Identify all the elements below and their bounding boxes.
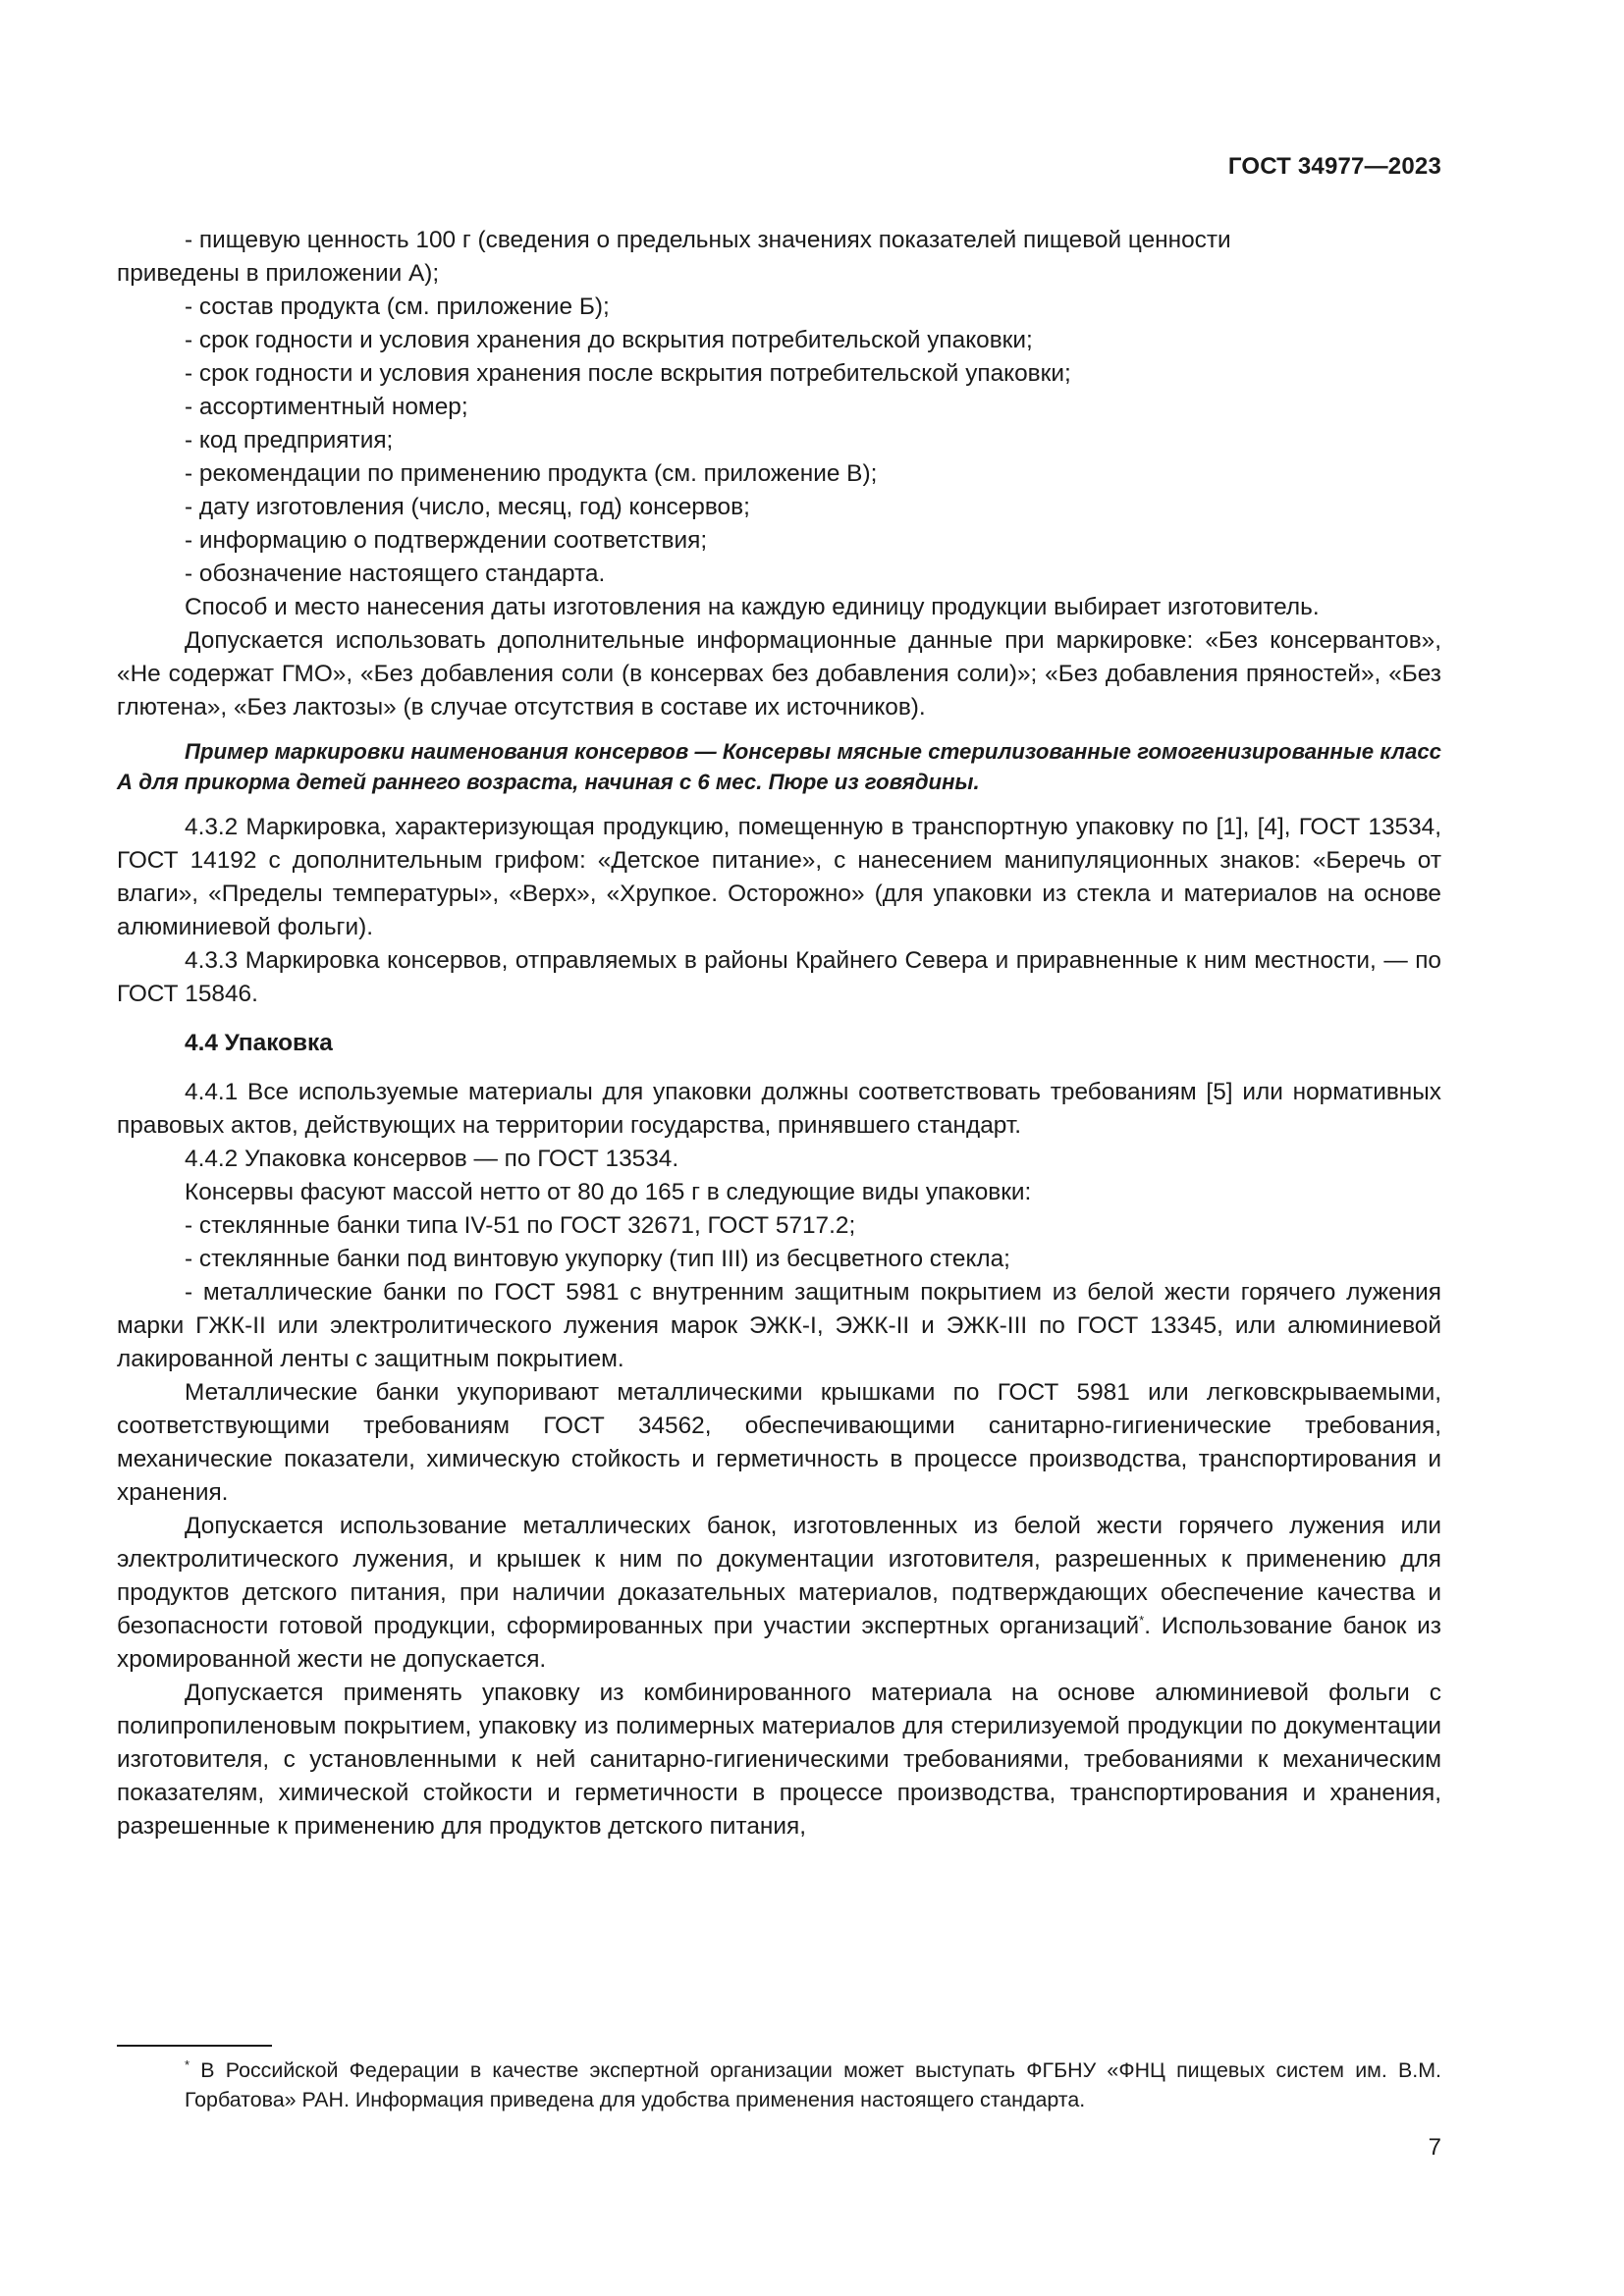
list-item: - информацию о подтверждении соответствия; — [185, 527, 708, 554]
allowed-metal-text-end: . Использование банок из хромированной жести не допускается. — [117, 1613, 1441, 1673]
paragraph-combined-packaging: Допускается применять упаковку из комбинированного материала на основе алюминиевой фольги с полипропиленовым покрытием, упаковку из полимерных материалов для стерилизуемой продукции по документации изготовителя, с установленными к ней санитарно-гигиеническими требованиями, требованиями к механическим показателям, химической стойкости и герметичности в процессе производства, транспортирования и хранения, разрешенные к применению для продуктов детского питания, — [117, 1680, 1441, 1840]
footnote-text-wrap — [117, 2056, 1441, 2114]
list-item: - срок годности и условия хранения после вскрытия потребительской упаковки; — [185, 360, 1071, 387]
standard-designation: ГОСТ 34977—2023 — [1227, 153, 1441, 180]
section-heading-4-4: 4.4 Упаковка — [185, 1030, 333, 1056]
list-item: - рекомендации по применению продукта (см. приложение В); — [185, 460, 878, 487]
paragraph-4-4-2: 4.4.2 Упаковка консервов — по ГОСТ 13534. — [185, 1146, 679, 1172]
list-item: - состав продукта (см. приложение Б); — [185, 294, 610, 320]
list-item: - ассортиментный номер; — [185, 394, 468, 420]
pack-item-glass-screw: - стеклянные банки под винтовую укупорку (тип III) из бесцветного стекла; — [185, 1246, 1010, 1272]
paragraph-4-3-2: 4.3.2 Маркировка, характеризующая продукцию, помещенную в транспортную упаковку по [1], [4], ГОСТ 13534, ГОСТ 14192 с дополнительным грифом: «Детское питание», с нанесением манипуляционных знаков: «Беречь от влаги», «Пределы температуры», «Верх», «Хрупкое. Осторожно» (для упаковки из стекла и материалов на основе алюминиевой фольги). — [117, 814, 1441, 940]
list-item: - срок годности и условия хранения до вскрытия потребительской упаковки; — [185, 327, 1033, 353]
paragraph-metal-lids: Металлические банки укупоривают металлическими крышками по ГОСТ 5981 или легковскрываемыми, соответствующими требованиям ГОСТ 34562, обеспечивающими санитарно-гигиенические требования, механические показатели, химическую стойкость и герметичность в процессе производства, транспортирования и хранения. — [117, 1379, 1441, 1506]
list-item-nutrition-cont: приведены в приложении А); — [117, 260, 440, 287]
footnote-divider — [117, 2045, 272, 2047]
paragraph-net-mass: Консервы фасуют массой нетто от 80 до 165 г в следующие виды упаковки: — [185, 1179, 1032, 1205]
pack-item-metal: - металлические банки по ГОСТ 5981 с внутренним защитным покрытием из белой жести горячего лужения марки ГЖК-II или электролитического лужения марок ЭЖК-I, ЭЖК-II и ЭЖК-III по ГОСТ 13345, или алюминиевой лакированной ленты с защитным покрытием. — [117, 1279, 1441, 1372]
allowed-metal-text: Допускается использование металлических банок, изготовленных из белой жести горячего лужения или электролитического лужения, и крышек к ним по документации изготовителя, разрешенных к применению для продуктов детского питания, при наличии доказательных материалов, подтверждающих обеспечение качества и безопасности готовой продукции, сформированных при участии экспертных организаций — [117, 1513, 1441, 1639]
list-item-nutrition — [117, 224, 1441, 291]
list-item: - обозначение настоящего стандарта. — [185, 561, 606, 587]
footnote — [117, 2056, 1441, 2114]
labeling-example: Пример маркировки наименования консервов — Консервы мясные стерилизованные гомогенизированные класс А для прикорма детей раннего возраста, начиная с 6 мес. Пюре из говядины. — [117, 739, 1441, 794]
paragraph-additional-labels: Допускается использовать дополнительные информационные данные при маркировке: «Без консервантов», «Не содержат ГМО», «Без добавления соли (в консервах без добавления соли)»; «Без добавления пряностей», «Без глютена», «Без лактозы» (в случае отсутствия в составе их источников). — [117, 627, 1441, 721]
paragraph-allowed-metal — [117, 1510, 1441, 1677]
main-text — [117, 224, 1441, 1843]
paragraph-4-3-3: 4.3.3 Маркировка консервов, отправляемых в районы Крайнего Севера и приравненные к ним местности, — по ГОСТ 15846. — [117, 947, 1441, 1007]
footnote-reference[interactable]: * — [1139, 1612, 1145, 1628]
paragraph-4-4-1: 4.4.1 Все используемые материалы для упаковки должны соответствовать требованиям [5] или нормативных правовых актов, действующих на территории государства, принявшего стандарт. — [117, 1079, 1441, 1139]
pack-item-glass-iv51: - стеклянные банки типа IV-51 по ГОСТ 32671, ГОСТ 5717.2; — [185, 1212, 856, 1239]
page-number: 7 — [1428, 2134, 1441, 2161]
list-item: - дату изготовления (число, месяц, год) консервов; — [185, 494, 750, 520]
list-item-nutrition-text: - пищевую ценность 100 г (сведения о предельных значениях показателей пищевой ценности — [185, 227, 1231, 253]
list-item: - код предприятия; — [185, 427, 394, 454]
footnote-text: В Российской Федерации в качестве экспертной организации может выступать ФГБНУ «ФНЦ пищевых систем им. В.М. Горбатова» РАН. Информация приведена для удобства применения настоящего стандарта. — [185, 2058, 1441, 2111]
paragraph-date-placement: Способ и место нанесения даты изготовления на каждую единицу продукции выбирает изготовитель. — [185, 594, 1320, 620]
footnote-mark: * — [185, 2056, 190, 2072]
